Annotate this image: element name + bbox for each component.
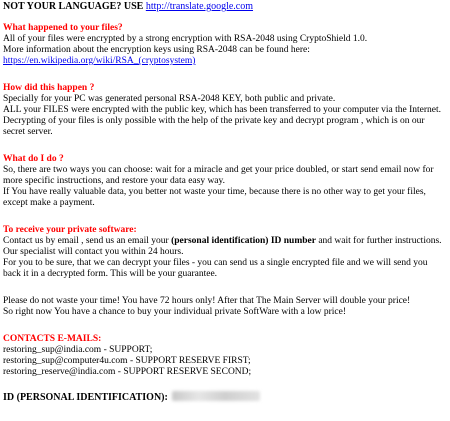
personal-id-line: [3, 391, 447, 403]
text-span: and wait for further instructions.: [315, 236, 442, 246]
section-what-do-i-do: [3, 154, 447, 209]
ransom-note-page: [0, 1, 450, 421]
section-receive-software: [3, 225, 447, 280]
section-what-happened: [3, 23, 447, 67]
text-paragraph: If You have really valuable data, you better not waste your time, because there is no other way to get your files, except make a payment.: [3, 187, 426, 208]
translate-link[interactable]: http://translate.google.com: [145, 1, 254, 12]
heading-what-happened: What happened to your files?: [3, 23, 123, 33]
id-number-emphasis: (personal identification) ID number: [171, 236, 316, 246]
text-line: ALL your FILES were encrypted with the public key, which has been transferred to your computer via the Internet.: [3, 105, 441, 115]
section-contacts: [3, 334, 447, 378]
text-paragraph: For you to be sure, that we can decrypt your files - you can send us a single encrypted file and we will send you back it in a decrypted form. This will be your guarantee.: [3, 258, 428, 279]
section-deadline: [3, 296, 447, 318]
heading-receive-software: To receive your private software:: [3, 225, 137, 235]
text-paragraph: Decrypting of your files is only possible with the help of the private key and decrypt program , which is on our secret server.: [3, 116, 425, 137]
contact-instruction: [3, 236, 447, 247]
wikipedia-link[interactable]: https://en.wikipedia.org/wiki/RSA_(cryptosystem): [3, 56, 196, 66]
language-notice-text: NOT YOUR LANGUAGE? USE: [3, 1, 146, 12]
heading-what-do-i-do: What do I do ?: [3, 154, 64, 164]
contact-email-item: restoring_sup@india.com - SUPPORT;: [3, 345, 153, 355]
redacted-id-value: [172, 391, 260, 401]
contact-email-item: restoring_sup@computer4u.com - SUPPORT RESERVE FIRST;: [3, 356, 251, 366]
text-line: So right now You have a chance to buy your individual private SoftWare with a low price!: [3, 307, 347, 317]
text-line: All of your files were encrypted by a strong encryption with RSA-2048 using CryptoShield 1.0.: [3, 34, 368, 44]
text-line: More information about the encryption keys using RSA-2048 can be found here:: [3, 45, 310, 55]
contact-email-item: restoring_reserve@india.com - SUPPORT RESERVE SECOND;: [3, 367, 252, 377]
text-line: Please do not waste your time! You have 72 hours only! After that The Main Server will double your price!: [3, 296, 411, 306]
text-span: Contact us by email , send us an email your: [3, 236, 172, 246]
section-how-happened: [3, 83, 447, 138]
text-line: Our specialist will contact you within 24 hours.: [3, 247, 184, 257]
heading-how-happened: How did this happen ?: [3, 83, 95, 93]
language-notice: [3, 1, 447, 12]
text-paragraph: So, there are two ways you can choose: wait for a miracle and get your price doubled, or start send email now for more specific instructions, and restore your data easy way.: [3, 165, 434, 186]
heading-contacts: CONTACTS E-MAILS:: [3, 334, 102, 344]
text-line: Specially for your PC was generated personal RSA-2048 KEY, both public and private.: [3, 94, 336, 104]
personal-id-label: ID (PERSONAL IDENTIFICATION):: [3, 392, 168, 403]
